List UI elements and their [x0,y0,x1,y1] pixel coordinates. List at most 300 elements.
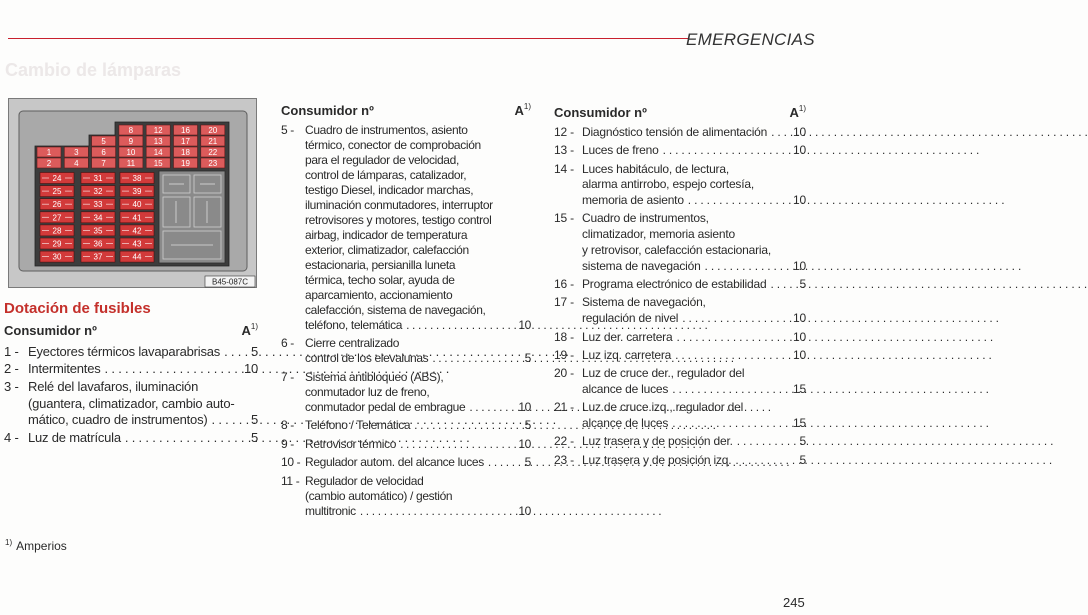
fuse-description [28,379,258,429]
fuse-label: 11 [126,159,136,168]
fuse-list-column-2 [281,123,531,519]
description-line: Sistema antibloqueo (ABS), [305,369,444,384]
amperage-value: 5 [524,455,531,469]
fuse-32 [81,186,115,197]
description-line [582,382,806,398]
description-text: Regulador autom. del alcance luces [305,455,484,469]
amperage-value: 5 [799,277,806,292]
description-line [305,455,531,470]
amperage-value: 10 [518,317,531,332]
description-line: Luz de cruce der., regulador del [582,366,745,381]
description-line [582,193,806,209]
amps-header [241,322,258,339]
amperage-value: 10 [518,503,531,518]
dot-leader [659,143,793,159]
fuse-description [28,361,258,378]
fuse-entry-8 [281,418,531,433]
description-text: Programa electrónico de estabilidad [582,277,767,292]
fuse-4 [64,158,88,168]
fuse-label: 34 [93,213,103,223]
fuse-34 [81,212,115,223]
description-line: Regulador de velocidad [305,473,424,488]
description-line: térmica, techo solar, ayuda de [305,272,455,287]
fuse-label: 33 [93,200,103,210]
fuse-entry-14 [554,162,806,209]
dot-leader [396,437,518,452]
fuse-label: 7 [101,159,106,168]
fuse-entry-5 [281,123,531,333]
dot-leader [428,351,524,366]
description-text: Luz de matrícula [28,429,121,445]
amps-label: A [514,103,524,118]
diagram-code: B45-087C [211,277,249,287]
description-line [582,330,806,346]
fuse-label: 44 [132,252,142,262]
fuse-26 [40,199,74,210]
fuse-description [305,455,531,470]
fuse-entry-18 [554,330,806,346]
fuse-label: 27 [52,213,62,223]
amperage-value: 10 [793,125,806,139]
fuse-label: 1 [46,148,52,157]
fuse-24 [40,173,74,184]
description-line [582,416,806,432]
description-line [582,311,806,327]
fuse-15 [146,158,170,168]
description-line: y retrovisor, calefacción estacionaria, [582,243,771,258]
description-line: alarma antirrobo, espejo cortesía, [582,177,754,192]
description-text: regulación de nivel [582,311,679,326]
description-line [305,437,531,452]
amps-header [789,104,806,121]
description-text: alcance de luces [582,416,669,431]
fuse-label: 40 [132,200,142,210]
description-line [28,430,258,447]
fuse-number: 7 - [281,369,294,384]
footnote-text: Amperios [16,539,67,553]
description-line: Sistema de navegación, [582,295,706,310]
description-line [582,434,806,450]
fuse-description [305,123,531,333]
description-line [305,318,531,333]
amperage-value: 5 [250,343,258,359]
fuse-label: 23 [208,159,218,168]
fuse-43 [120,238,154,249]
dot-leader [410,418,525,433]
fuse-label: 10 [126,148,136,157]
fuse-description [582,125,806,141]
dot-leader [671,348,793,364]
column-header [4,322,258,339]
description-line: control de lámparas, catalizador, [305,167,467,182]
fuse-entry-10 [281,455,531,470]
fuse-42 [120,225,154,236]
amps-footnote-mark: 1) [798,104,806,113]
footnote [5,539,67,553]
description-line: Relé del lavafaros, iluminación [28,379,199,395]
column-header [554,104,806,121]
fuse-label: 30 [52,252,62,262]
description-text: conmutador pedal de embrague [305,399,466,414]
dot-leader [668,382,793,398]
fuse-13 [146,136,170,146]
fuse-entry-7 [281,370,531,415]
fuse-20 [201,125,225,135]
fuse-number: 14 - [554,161,574,176]
dot-leader [733,434,800,450]
fuse-description [305,418,531,433]
fuse-label: 24 [52,174,62,183]
fuse-22 [201,147,225,157]
fuse-label: 6 [101,148,106,157]
fuse-39 [120,186,154,197]
dot-leader [465,400,518,415]
amperage-value: 5 [799,434,806,449]
fuse-label: 9 [128,137,134,146]
description-line: (guantera, climatizador, cambio auto- [28,395,235,411]
fuse-number: 22 - [554,434,574,449]
fuse-number: 3 - [4,379,19,395]
fuse-entry-6 [281,336,531,366]
fuse-entry-22 [554,434,806,450]
description-text: Luz der. carretera [582,329,673,344]
description-text: Diagnóstico tensión de alimentación [582,125,768,139]
fuse-number: 18 - [554,329,574,344]
description-text: sistema de navegación [582,258,701,273]
description-line: Luces habitáculo, de lectura, [582,161,729,176]
description-text: Luz trasera y de posición izq. [582,452,732,467]
amperage-value: 10 [793,311,806,326]
lower-fuse-group [40,173,154,263]
fuse-description [582,295,806,327]
fuse-label: 42 [132,226,142,236]
fuse-37 [81,251,115,262]
fuse-18 [174,147,198,157]
fuse-9 [119,136,143,146]
fuse-number: 19 - [554,347,574,362]
dot-leader [484,455,525,470]
dot-leader [121,430,251,447]
amps-footnote-mark: 1) [523,102,531,111]
description-line: testigo Diesel, indicador marchas, [305,182,474,197]
page-number: 245 [783,595,805,610]
fuse-description [305,474,531,519]
fuse-entry-20 [554,366,806,398]
fuse-27 [40,212,74,223]
relay-panel [159,171,225,263]
fuse-entry-2 [4,361,258,378]
fuse-description [582,348,806,364]
fuse-description [305,336,531,366]
fuse-label: 19 [181,159,190,168]
fuse-number: 1 - [4,343,19,359]
dot-leader [678,311,793,327]
fuse-36 [81,238,115,249]
fuse-entry-15 [554,211,806,274]
dot-leader [766,277,799,293]
description-line [582,453,806,469]
fuse-label: 14 [153,148,163,157]
description-line: (cambio automático) / gestión [305,488,453,503]
amperage-value: 10 [243,361,258,377]
description-line [305,351,531,366]
amperage-value: 15 [793,416,806,431]
description-line [582,143,806,159]
fuse-label: 39 [132,187,142,197]
ghost-bleedthrough-title: Cambio de lámparas [5,60,182,80]
fuse-number: 17 - [554,295,574,310]
description-text: Luces de freno [582,143,659,158]
amperage-value: 10 [518,399,531,414]
fuse-description [305,370,531,415]
dot-leader [402,318,518,333]
description-line [582,348,806,364]
fuse-8 [119,125,143,135]
dot-leader [684,193,793,209]
fuse-19 [174,158,198,168]
fuse-number: 13 - [554,143,574,158]
fuse-label: 41 [132,213,142,223]
fuse-label: 25 [52,187,62,197]
fuse-7 [92,158,116,168]
amps-label: A [241,323,251,338]
description-text: multitronic [305,503,356,518]
fuse-entry-13 [554,143,806,159]
fuse-description [305,437,531,452]
fuse-number: 5 - [281,122,294,137]
description-line: aparcamiento, accionamiento [305,287,453,302]
fuse-17 [174,136,198,146]
fuse-44 [120,251,154,262]
description-text: control de los elevalunas [305,351,429,365]
description-line [305,400,531,415]
fuse-box-svg [9,99,258,289]
fuse-10 [119,147,143,157]
fuse-40 [120,199,154,210]
fuse-number: 4 - [4,429,19,445]
fuse-entry-11 [281,474,531,519]
fuse-entry-17 [554,295,806,327]
description-line [305,418,531,433]
description-text: Luz izq. carretera [582,347,672,362]
fuse-number: 21 - [554,400,574,415]
fuse-31 [81,173,115,184]
description-line: Cierre centralizado [305,336,400,350]
fuse-label: 32 [93,187,103,197]
fuse-35 [81,225,115,236]
fuse-description [582,366,806,398]
fuse-label: 26 [52,200,62,210]
fuse-30 [40,251,74,262]
section-title: EMERGENCIAS [686,30,815,49]
fuse-label: 20 [208,126,218,135]
fuse-number: 8 - [281,418,294,432]
description-text: memoria de asiento [582,193,684,208]
fuse-entry-12 [554,125,806,141]
fuse-12 [146,125,170,135]
dot-leader [220,344,251,361]
dot-leader [731,453,799,469]
fuse-33 [81,199,115,210]
amperage-value: 10 [793,143,806,158]
fuse-list-column-1 [4,344,258,447]
fuse-label: 17 [181,137,190,146]
fuse-description [28,430,258,447]
fuse-label: 18 [181,148,190,157]
fuse-label: 36 [93,239,103,249]
fuse-38 [120,173,154,184]
fuse-21 [201,136,225,146]
dot-leader [208,412,251,429]
amperage-value: 5 [524,418,531,432]
fuse-label: 31 [93,174,103,183]
fuse-28 [40,225,74,236]
amperage-value: 15 [793,381,806,396]
fuse-16 [174,125,198,135]
description-text: Retrovisor térmico [305,436,397,451]
dot-leader [356,504,519,519]
fuse-list-column-3 [554,125,806,468]
fuse-entry-1 [4,344,258,361]
dot-leader [672,330,793,346]
fuse-label: 15 [153,159,163,168]
fuse-number: 20 - [554,366,574,381]
description-line: exterior, climatizador, calefacción [305,242,469,257]
dot-leader [101,361,244,378]
amps-label: A [789,105,799,120]
fuse-label: 37 [93,252,103,262]
footnote-mark: 1) [5,538,13,547]
relay-area [159,171,225,263]
amps-footnote-mark: 1) [250,322,258,331]
fuse-description [582,330,806,346]
fuse-number: 16 - [554,277,574,292]
description-line: calefacción, sistema de navegación, [305,302,486,317]
fuse-23 [201,158,225,168]
description-text: mático, cuadro de instrumentos) [28,412,208,428]
fuse-11 [119,158,143,168]
consumer-header: Consumidor nº [554,105,647,120]
fuse-41 [120,212,154,223]
fuse-entry-21 [554,400,806,432]
fuse-label: 22 [208,148,218,157]
fuse-entry-9 [281,437,531,452]
fuse-3 [64,147,88,157]
amperage-value: 5 [524,351,531,365]
fuse-description [582,162,806,209]
fuse-label: 43 [132,239,142,249]
fuse-description [582,400,806,432]
dot-leader [701,259,794,275]
amperage-value: 5 [250,412,258,428]
fuse-label: 28 [52,226,62,236]
description-line [28,412,258,429]
fuse-entry-16 [554,277,806,293]
description-line: conmutador luz de freno, [305,384,430,399]
fuse-description [582,277,806,293]
description-text: Intermitentes [28,361,101,377]
consumer-header: Consumidor nº [281,103,374,118]
fuse-entry-3 [4,379,258,429]
fuse-label: 5 [101,137,106,146]
fuse-number: 10 - [281,455,301,469]
description-line [582,125,806,141]
fuse-number: 6 - [281,336,294,350]
fuse-label: 35 [93,226,103,236]
amperage-value: 10 [793,258,806,273]
fuse-description [582,143,806,159]
fuse-1 [37,147,61,157]
amperage-value: 10 [518,436,531,451]
fuse-label: 38 [132,174,142,183]
fuse-label: 12 [153,126,163,135]
fuse-label: 16 [181,126,190,135]
fuse-entry-4 [4,430,258,447]
description-line [305,504,531,519]
fuse-label: 29 [52,239,62,249]
fuse-label: 4 [74,159,79,168]
fuse-number: 2 - [4,361,19,377]
dot-leader [767,125,793,141]
description-line [582,277,806,293]
fuse-5 [92,136,116,146]
fuse-label: 2 [46,159,52,168]
description-line: climatizador, memoria asiento [582,227,735,242]
consumer-header: Consumidor nº [4,323,97,338]
description-line: iluminación conmutadores, interruptor [305,197,493,212]
fuse-entry-23 [554,453,806,469]
description-line: Cuadro de instrumentos, asiento [305,122,468,137]
description-line [28,361,258,378]
header-rule [8,38,688,39]
fuse-label: 13 [153,137,163,146]
fuse-description [582,211,806,274]
fuse-number: 12 - [554,125,574,139]
fuse-number: 11 - [281,473,300,488]
description-line: retrovisores y motores, testigo control [305,212,492,227]
description-line [582,259,806,275]
fuse-number: 23 - [554,452,574,467]
dot-leader [668,416,793,432]
description-text: Eyectores térmicos lavaparabrisas [28,343,221,359]
amperage-value: 10 [793,329,806,344]
description-text: Teléfono / Telemática [305,418,411,432]
description-line: para el regulador de velocidad, [305,152,459,167]
fuse-number: 15 - [554,211,574,226]
fuse-14 [146,147,170,157]
description-line [28,344,258,361]
description-text: alcance de luces [582,381,669,396]
fuse-box-diagram [8,98,257,288]
description-line: Cuadro de instrumentos, [582,211,709,226]
fuse-label: 3 [74,148,79,157]
fuse-table-title: Dotación de fusibles [4,300,151,317]
description-line: térmico, conector de comprobación [305,137,481,152]
amperage-value: 5 [250,429,258,445]
amperage-value: 10 [793,193,806,208]
fuse-number: 9 - [281,436,294,451]
description-line: estacionaria, persianilla luneta [305,257,456,272]
fuse-description [28,344,258,361]
fuse-description [582,434,806,450]
description-line: Luz de cruce izq., regulador del [582,400,744,415]
fuse-entry-19 [554,348,806,364]
fuse-6 [92,147,116,157]
fuse-description [582,453,806,469]
amps-header [514,102,531,119]
fuse-29 [40,238,74,249]
column-header [281,102,531,119]
